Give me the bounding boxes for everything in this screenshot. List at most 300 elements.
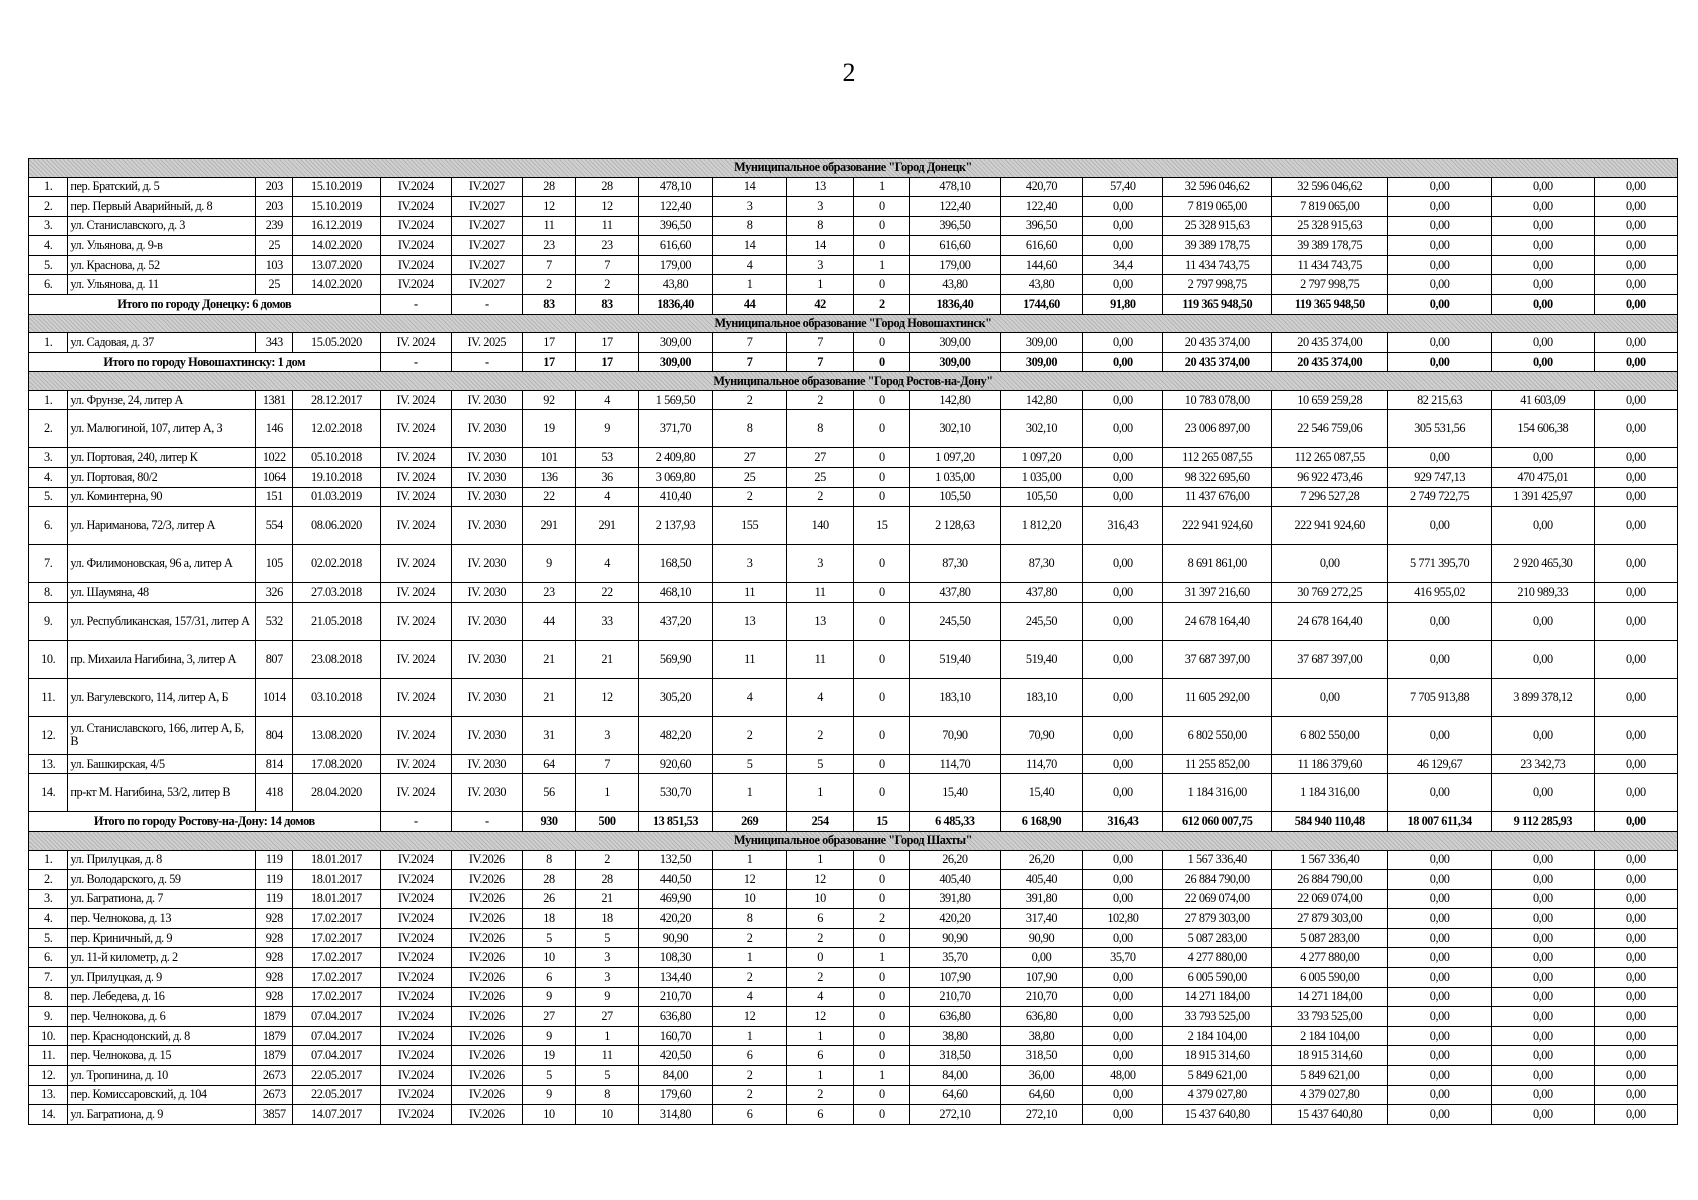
value-cell: IV. 2030 (452, 487, 523, 507)
value-cell: 6 802 550,00 (1272, 716, 1388, 754)
value-cell: 38,80 (910, 1026, 1000, 1046)
value-cell: 1 (713, 948, 787, 968)
value-cell: 0 (854, 754, 910, 774)
value-cell: 2 (786, 390, 853, 410)
value-cell: 0,00 (1083, 583, 1163, 603)
total-value-cell: 83 (576, 295, 638, 315)
value-cell: 36 (576, 468, 638, 488)
total-value-cell: - (452, 812, 523, 832)
value-cell: IV. 2024 (380, 678, 452, 716)
value-cell: 6 005 590,00 (1163, 968, 1272, 988)
value-cell: 532 (256, 602, 293, 640)
total-value-cell: 119 365 948,50 (1163, 295, 1272, 315)
table-row (29, 236, 1678, 256)
value-cell: 17.02.2017 (293, 968, 380, 988)
value-cell: 0,00 (1083, 987, 1163, 1007)
value-cell: 0,00 (1594, 774, 1677, 812)
value-cell: 0,00 (1594, 255, 1677, 275)
value-cell: 7 (786, 333, 853, 353)
value-cell: 1 097,20 (910, 448, 1000, 468)
value-cell: IV.2027 (452, 177, 523, 197)
value-cell: 22.05.2017 (293, 1085, 380, 1105)
row-number-cell: 1. (29, 333, 68, 353)
address-cell: ул. Багратиона, д. 9 (68, 1105, 256, 1125)
value-cell: 309,00 (638, 333, 713, 353)
value-cell: 317,40 (1000, 909, 1083, 929)
address-cell: ул. Коминтерна, 90 (68, 487, 256, 507)
value-cell: 18 (576, 909, 638, 929)
value-cell: 18.01.2017 (293, 850, 380, 870)
value-cell: 1 (854, 177, 910, 197)
total-value-cell: - (380, 295, 452, 315)
row-number-cell: 7. (29, 545, 68, 583)
value-cell: 0,00 (1083, 390, 1163, 410)
value-cell: 37 687 397,00 (1272, 640, 1388, 678)
value-cell: 23.08.2018 (293, 640, 380, 678)
value-cell: 22 (522, 487, 576, 507)
value-cell: 0,00 (1083, 448, 1163, 468)
row-number-cell: 14. (29, 1105, 68, 1125)
value-cell: 105 (256, 545, 293, 583)
value-cell: 179,60 (638, 1085, 713, 1105)
table-row (29, 909, 1678, 929)
total-value-cell: 316,43 (1083, 812, 1163, 832)
row-number-cell: 4. (29, 909, 68, 929)
value-cell: 155 (713, 507, 787, 545)
total-value-cell: - (452, 352, 523, 372)
value-cell: 31 397 216,60 (1163, 583, 1272, 603)
value-cell: IV.2026 (452, 1026, 523, 1046)
value-cell: 0 (854, 448, 910, 468)
address-cell: пер. Криничный, д. 9 (68, 928, 256, 948)
value-cell: IV.2024 (380, 909, 452, 929)
value-cell: 4 (713, 678, 787, 716)
value-cell: IV.2026 (452, 948, 523, 968)
value-cell: 305,20 (638, 678, 713, 716)
value-cell: 26 884 790,00 (1272, 870, 1388, 890)
value-cell: 2 (713, 716, 787, 754)
value-cell: 0,00 (1388, 507, 1492, 545)
total-value-cell: 6 485,33 (910, 812, 1000, 832)
table-body (29, 159, 1678, 1125)
value-cell: 0,00 (1083, 1026, 1163, 1046)
row-number-cell: 8. (29, 583, 68, 603)
value-cell: 0,00 (1491, 236, 1594, 256)
value-cell: 636,80 (1000, 1007, 1083, 1027)
value-cell: 0,00 (1388, 255, 1492, 275)
total-value-cell: 500 (576, 812, 638, 832)
value-cell: 0,00 (1594, 1026, 1677, 1046)
value-cell: 19 (522, 1046, 576, 1066)
value-cell: 210,70 (910, 987, 1000, 1007)
total-value-cell: 309,00 (638, 352, 713, 372)
value-cell: IV.2024 (380, 1085, 452, 1105)
total-value-cell: 0 (854, 352, 910, 372)
table-row (29, 448, 1678, 468)
value-cell: 17.02.2017 (293, 909, 380, 929)
value-cell: 0,00 (1388, 1026, 1492, 1046)
value-cell: 15,40 (910, 774, 1000, 812)
value-cell: 0,00 (1491, 333, 1594, 353)
value-cell: 64,60 (910, 1085, 1000, 1105)
value-cell: 4 379 027,80 (1272, 1085, 1388, 1105)
value-cell: 12 (786, 1007, 853, 1027)
value-cell: 0,00 (1083, 968, 1163, 988)
value-cell: 0,00 (1491, 507, 1594, 545)
value-cell: 0,00 (1083, 333, 1163, 353)
value-cell: 33 (576, 602, 638, 640)
total-value-cell: 18 007 611,34 (1388, 812, 1492, 832)
value-cell: 0,00 (1491, 928, 1594, 948)
value-cell: 7 (576, 754, 638, 774)
value-cell: 28 (522, 870, 576, 890)
value-cell: 0,00 (1272, 545, 1388, 583)
value-cell: 17 (522, 333, 576, 353)
value-cell: 804 (256, 716, 293, 754)
address-cell: ул. Прилуцкая, д. 8 (68, 850, 256, 870)
table-row (29, 1046, 1678, 1066)
value-cell: 0 (854, 850, 910, 870)
value-cell: 0,00 (1491, 1046, 1594, 1066)
value-cell: 84,00 (638, 1066, 713, 1086)
value-cell: 569,90 (638, 640, 713, 678)
total-value-cell: 0,00 (1594, 352, 1677, 372)
value-cell: IV.2026 (452, 1085, 523, 1105)
value-cell: 27 (576, 1007, 638, 1027)
value-cell: 9 (522, 1085, 576, 1105)
value-cell: 305 531,56 (1388, 410, 1492, 448)
total-value-cell: 0,00 (1491, 295, 1594, 315)
value-cell: 210,70 (638, 987, 713, 1007)
value-cell: 112 265 087,55 (1163, 448, 1272, 468)
value-cell: 0,00 (1083, 754, 1163, 774)
value-cell: 437,80 (1000, 583, 1083, 603)
value-cell: 0,00 (1083, 716, 1163, 754)
value-cell: 2 (713, 928, 787, 948)
value-cell: 25 328 915,63 (1163, 216, 1272, 236)
value-cell: 102,80 (1083, 909, 1163, 929)
value-cell: 07.04.2017 (293, 1007, 380, 1027)
value-cell: 26,20 (1000, 850, 1083, 870)
value-cell: 1 (713, 774, 787, 812)
value-cell: 18 (522, 909, 576, 929)
value-cell: 7 (713, 333, 787, 353)
address-cell: ул. Тропинина, д. 10 (68, 1066, 256, 1086)
row-number-cell: 4. (29, 468, 68, 488)
address-cell: пер. Первый Аварийный, д. 8 (68, 197, 256, 217)
value-cell: 0,00 (1594, 487, 1677, 507)
total-value-cell: 254 (786, 812, 853, 832)
value-cell: 11 (576, 1046, 638, 1066)
value-cell: 0 (854, 390, 910, 410)
address-cell: пер. Братский, д. 5 (68, 177, 256, 197)
value-cell: 17.08.2020 (293, 754, 380, 774)
value-cell: 0,00 (1594, 583, 1677, 603)
value-cell: 0,00 (1388, 1066, 1492, 1086)
value-cell: IV. 2024 (380, 487, 452, 507)
value-cell: 11 (522, 216, 576, 236)
value-cell: 222 941 924,60 (1163, 507, 1272, 545)
value-cell: 5 (522, 1066, 576, 1086)
table-row (29, 333, 1678, 353)
address-cell: пер. Челнокова, д. 15 (68, 1046, 256, 1066)
value-cell: 396,50 (1000, 216, 1083, 236)
section-title: Муниципальное образование "Город Шахты" (29, 832, 1678, 851)
value-cell: 0,00 (1083, 410, 1163, 448)
value-cell: 17 (576, 333, 638, 353)
value-cell: 928 (256, 909, 293, 929)
value-cell: 0,00 (1594, 545, 1677, 583)
value-cell: 6 (786, 909, 853, 929)
value-cell: 39 389 178,75 (1163, 236, 1272, 256)
row-number-cell: 5. (29, 255, 68, 275)
value-cell: 14.02.2020 (293, 236, 380, 256)
value-cell: 0,00 (1491, 1105, 1594, 1125)
table-row (29, 545, 1678, 583)
value-cell: 814 (256, 754, 293, 774)
value-cell: 183,10 (1000, 678, 1083, 716)
value-cell: 2 184 104,00 (1163, 1026, 1272, 1046)
value-cell: 2 (713, 1066, 787, 1086)
value-cell: 1 184 316,00 (1163, 774, 1272, 812)
value-cell: 519,40 (1000, 640, 1083, 678)
value-cell: 22 (576, 583, 638, 603)
value-cell: 0,00 (1594, 754, 1677, 774)
value-cell: 7 296 527,28 (1272, 487, 1388, 507)
value-cell: 0 (854, 545, 910, 583)
row-number-cell: 1. (29, 850, 68, 870)
value-cell: IV. 2024 (380, 545, 452, 583)
value-cell: 2 (786, 1085, 853, 1105)
value-cell: 5 (522, 928, 576, 948)
value-cell: 469,90 (638, 889, 713, 909)
value-cell: 24 678 164,40 (1272, 602, 1388, 640)
total-value-cell: 2 (854, 295, 910, 315)
value-cell: 08.06.2020 (293, 507, 380, 545)
value-cell: 418 (256, 774, 293, 812)
value-cell: 2 (713, 487, 787, 507)
total-value-cell: 0,00 (1491, 352, 1594, 372)
value-cell: 10 (713, 889, 787, 909)
row-number-cell: 11. (29, 1046, 68, 1066)
table-row (29, 255, 1678, 275)
value-cell: 0,00 (1083, 545, 1163, 583)
value-cell: IV.2026 (452, 968, 523, 988)
value-cell: 44 (522, 602, 576, 640)
value-cell: IV.2024 (380, 968, 452, 988)
value-cell: 316,43 (1083, 507, 1163, 545)
value-cell: 3 (713, 197, 787, 217)
value-cell: 0,00 (1388, 948, 1492, 968)
value-cell: IV.2024 (380, 1105, 452, 1125)
value-cell: 318,50 (910, 1046, 1000, 1066)
total-value-cell: 309,00 (1000, 352, 1083, 372)
value-cell: 0 (854, 333, 910, 353)
value-cell: 1 (713, 850, 787, 870)
value-cell: 25 (256, 275, 293, 295)
row-number-cell: 10. (29, 640, 68, 678)
value-cell: 2 (786, 968, 853, 988)
value-cell: 4 379 027,80 (1163, 1085, 1272, 1105)
value-cell: 1 569,50 (638, 390, 713, 410)
value-cell: 3 (576, 716, 638, 754)
value-cell: 22 069 074,00 (1272, 889, 1388, 909)
value-cell: 420,70 (1000, 177, 1083, 197)
value-cell: 57,40 (1083, 177, 1163, 197)
value-cell: 0,00 (1491, 870, 1594, 890)
value-cell: 30 769 272,25 (1272, 583, 1388, 603)
value-cell: 636,80 (910, 1007, 1000, 1027)
value-cell: 1 (786, 275, 853, 295)
value-cell: 0 (854, 468, 910, 488)
value-cell: 0,00 (1594, 507, 1677, 545)
value-cell: 13 (786, 602, 853, 640)
value-cell: 616,60 (910, 236, 1000, 256)
table-row (29, 870, 1678, 890)
value-cell: 0,00 (1594, 1085, 1677, 1105)
value-cell: 5 849 621,00 (1163, 1066, 1272, 1086)
value-cell: IV. 2024 (380, 583, 452, 603)
value-cell: 1 391 425,97 (1491, 487, 1594, 507)
value-cell: 13 (786, 177, 853, 197)
value-cell: 0 (854, 1085, 910, 1105)
value-cell: 22 546 759,06 (1272, 410, 1388, 448)
value-cell: 482,20 (638, 716, 713, 754)
total-value-cell: 17 (522, 352, 576, 372)
value-cell: 56 (522, 774, 576, 812)
value-cell: 5 087 283,00 (1272, 928, 1388, 948)
total-value-cell: 7 (786, 352, 853, 372)
value-cell: 0,00 (1594, 640, 1677, 678)
value-cell: 34,4 (1083, 255, 1163, 275)
address-cell: ул. Ульянова, д. 11 (68, 275, 256, 295)
value-cell: 291 (576, 507, 638, 545)
value-cell: 1 (854, 1066, 910, 1086)
value-cell: 8 691 861,00 (1163, 545, 1272, 583)
value-cell: 22.05.2017 (293, 1066, 380, 1086)
value-cell: 8 (713, 410, 787, 448)
value-cell: IV.2024 (380, 236, 452, 256)
value-cell: 636,80 (638, 1007, 713, 1027)
value-cell: IV.2027 (452, 236, 523, 256)
value-cell: 5 771 395,70 (1388, 545, 1492, 583)
table-row (29, 507, 1678, 545)
value-cell: 6 (713, 1046, 787, 1066)
value-cell: 0,00 (1083, 640, 1163, 678)
value-cell: 0,00 (1491, 197, 1594, 217)
value-cell: 0,00 (1594, 602, 1677, 640)
value-cell: 105,50 (910, 487, 1000, 507)
value-cell: 43,80 (638, 275, 713, 295)
value-cell: 416 955,02 (1388, 583, 1492, 603)
value-cell: 1879 (256, 1026, 293, 1046)
value-cell: IV. 2030 (452, 390, 523, 410)
value-cell: 03.10.2018 (293, 678, 380, 716)
table-row (29, 197, 1678, 217)
row-number-cell: 10. (29, 1026, 68, 1046)
value-cell: 0 (854, 1026, 910, 1046)
value-cell: 1879 (256, 1007, 293, 1027)
value-cell: 35,70 (1083, 948, 1163, 968)
total-value-cell: 1836,40 (910, 295, 1000, 315)
value-cell: 1 035,00 (910, 468, 1000, 488)
value-cell: 2 (786, 487, 853, 507)
address-cell: ул. Вагулевского, 114, литер А, Б (68, 678, 256, 716)
value-cell: 1 (786, 850, 853, 870)
value-cell: 554 (256, 507, 293, 545)
address-cell: пер. Краснодонский, д. 8 (68, 1026, 256, 1046)
address-cell: ул. Володарского, д. 59 (68, 870, 256, 890)
value-cell: 7 (522, 255, 576, 275)
value-cell: 14 (786, 236, 853, 256)
table-row (29, 487, 1678, 507)
value-cell: 0,00 (1491, 1066, 1594, 1086)
value-cell: IV.2024 (380, 1046, 452, 1066)
value-cell: 27 (713, 448, 787, 468)
value-cell: IV.2026 (452, 1007, 523, 1027)
value-cell: 14 271 184,00 (1272, 987, 1388, 1007)
value-cell: 391,80 (910, 889, 1000, 909)
table-row (29, 928, 1678, 948)
value-cell: 01.03.2019 (293, 487, 380, 507)
value-cell: 1 097,20 (1000, 448, 1083, 468)
value-cell: 0 (854, 889, 910, 909)
value-cell: 12 (522, 197, 576, 217)
value-cell: 92 (522, 390, 576, 410)
value-cell: 8 (713, 216, 787, 236)
value-cell: IV.2024 (380, 1007, 452, 1027)
value-cell: 4 277 880,00 (1163, 948, 1272, 968)
total-value-cell: 15 (854, 812, 910, 832)
value-cell: 3 (713, 545, 787, 583)
value-cell: 1 567 336,40 (1163, 850, 1272, 870)
value-cell: 21 (522, 678, 576, 716)
address-cell: ул. Станиславского, д. 3 (68, 216, 256, 236)
value-cell: 437,20 (638, 602, 713, 640)
section-header (29, 832, 1678, 851)
value-cell: 0,00 (1594, 948, 1677, 968)
value-cell: 23 006 897,00 (1163, 410, 1272, 448)
value-cell: IV.2027 (452, 255, 523, 275)
value-cell: 90,90 (638, 928, 713, 948)
value-cell: 3 (786, 197, 853, 217)
value-cell: 0 (854, 1007, 910, 1027)
value-cell: 64,60 (1000, 1085, 1083, 1105)
value-cell: 4 (576, 390, 638, 410)
table-row (29, 583, 1678, 603)
value-cell: IV. 2030 (452, 545, 523, 583)
value-cell: 616,60 (1000, 236, 1083, 256)
value-cell: 0,00 (1083, 1007, 1163, 1027)
value-cell: 10 783 078,00 (1163, 390, 1272, 410)
value-cell: 3 (576, 948, 638, 968)
value-cell: 2 797 998,75 (1163, 275, 1272, 295)
value-cell: 1 (576, 1026, 638, 1046)
value-cell: 2673 (256, 1066, 293, 1086)
address-cell: пер. Челнокова, д. 6 (68, 1007, 256, 1027)
value-cell: 10 (522, 1105, 576, 1125)
value-cell: IV.2026 (452, 870, 523, 890)
value-cell: 25 (256, 236, 293, 256)
total-value-cell: 20 435 374,00 (1163, 352, 1272, 372)
value-cell: 0,00 (1594, 410, 1677, 448)
value-cell: 0,00 (1594, 1007, 1677, 1027)
address-cell: ул. Ульянова, д. 9-в (68, 236, 256, 256)
value-cell: 0,00 (1594, 678, 1677, 716)
value-cell: 6 802 550,00 (1163, 716, 1272, 754)
row-number-cell: 4. (29, 236, 68, 256)
table-row (29, 850, 1678, 870)
